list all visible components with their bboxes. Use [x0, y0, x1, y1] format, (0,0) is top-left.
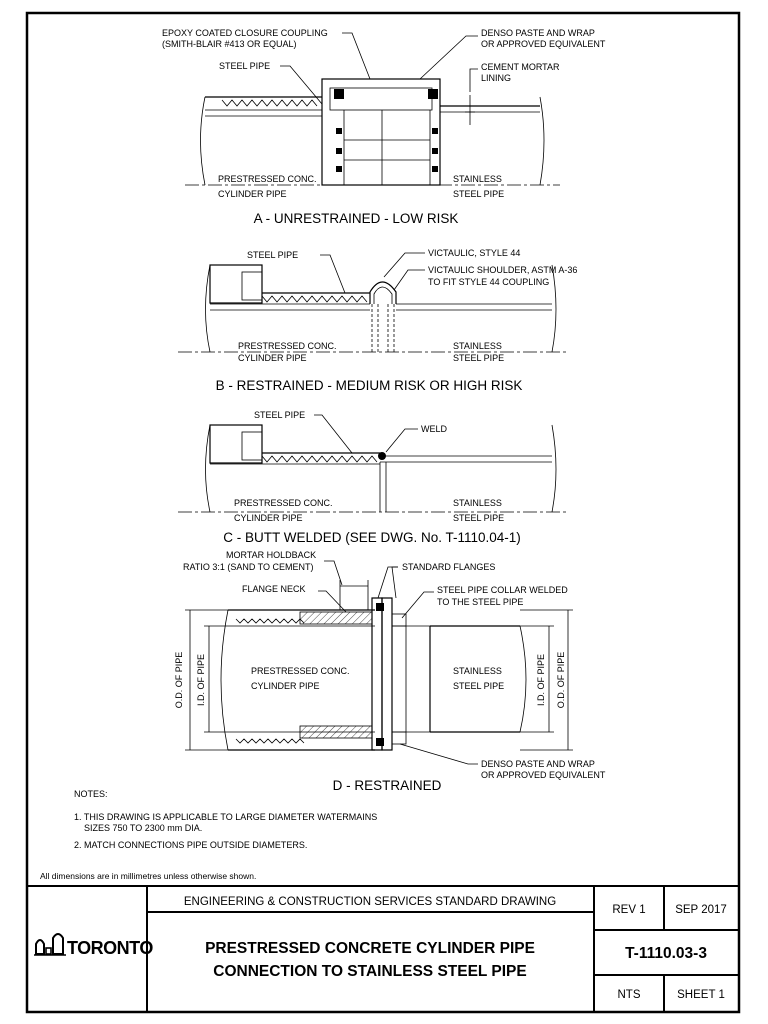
detail-a	[162, 28, 606, 226]
detail-d-steel-pipe-label: STEEL PIPE	[453, 681, 505, 691]
revision-number: REV 1	[612, 904, 646, 916]
detail-b-steel-pipe-label: STEEL PIPE	[247, 250, 299, 260]
detail-a-denso-equivalent: OR APPROVED EQUIVALENT	[481, 39, 606, 49]
detail-d-holdback-label: MORTAR HOLDBACK	[226, 550, 317, 560]
toronto-logo-text: TORONTO	[67, 938, 153, 958]
detail-d-denso-label: DENSO PASTE AND WRAP	[481, 759, 595, 769]
detail-a-cylinder-pipe-label: CYLINDER PIPE	[218, 189, 287, 199]
drawing-title-line-2: CONNECTION TO STAINLESS STEEL PIPE	[213, 963, 527, 980]
detail-a-pcc-label: PRESTRESSED CONC.	[218, 174, 317, 184]
scale-label: NTS	[617, 989, 641, 1001]
detail-d-cylinder-pipe-label: CYLINDER PIPE	[251, 681, 320, 691]
detail-b-pcc-label: PRESTRESSED CONC.	[238, 341, 337, 351]
detail-b	[178, 248, 577, 393]
detail-d-collar-label: STEEL PIPE COLLAR WELDED	[437, 585, 568, 595]
detail-d-collar-weld-label: TO THE STEEL PIPE	[437, 597, 524, 607]
detail-d-holdback-ratio-label: RATIO 3:1 (SAND TO CEMENT)	[183, 562, 314, 572]
detail-c-pcc-label: PRESTRESSED CONC.	[234, 498, 333, 508]
detail-c	[178, 410, 566, 545]
revision-date: SEP 2017	[675, 904, 727, 916]
detail-d-pcc-label: PRESTRESSED CONC.	[251, 666, 350, 676]
detail-d	[174, 550, 606, 793]
detail-a-lining-label: LINING	[481, 73, 512, 83]
detail-d-stainless-label: STAINLESS	[453, 666, 502, 676]
detail-d-denso-equivalent: OR APPROVED EQUIVALENT	[481, 770, 606, 780]
note-1: 1. THIS DRAWING IS APPLICABLE TO LARGE DIAMETER WATERMAINS	[74, 812, 378, 822]
sheet-number: SHEET 1	[677, 989, 725, 1001]
detail-d-id-left-label: I.D. OF PIPE	[196, 653, 206, 707]
drawing-number: T-1110.03-3	[625, 945, 707, 962]
detail-d-caption: D - RESTRAINED	[332, 778, 442, 793]
detail-c-caption: C - BUTT WELDED (SEE DWG. No. T-1110.04-1)	[223, 530, 521, 545]
detail-d-flange-neck-label: FLANGE NECK	[242, 584, 306, 594]
detail-a-coupling-spec: (SMITH-BLAIR #413 OR EQUAL)	[162, 39, 297, 49]
dimensions-note: All dimensions are in millimetres unless otherwise shown.	[40, 871, 257, 881]
detail-a-coupling-label: EPOXY COATED CLOSURE COUPLING	[162, 28, 328, 38]
detail-d-od-right-label: O.D. OF PIPE	[556, 651, 566, 709]
detail-a-steel-pipe-bottom-label: STEEL PIPE	[453, 189, 505, 199]
title-block	[27, 886, 739, 1012]
notes-heading: NOTES:	[74, 789, 108, 799]
title-block-header: ENGINEERING & CONSTRUCTION SERVICES STANDARD DRAWING	[183, 896, 557, 908]
detail-c-cylinder-pipe-label: CYLINDER PIPE	[234, 513, 303, 523]
detail-c-steel-pipe-label: STEEL PIPE	[254, 410, 306, 420]
sheet-border	[27, 13, 739, 1012]
detail-b-cylinder-pipe-label: CYLINDER PIPE	[238, 353, 307, 363]
detail-a-caption: A - UNRESTRAINED - LOW RISK	[253, 211, 459, 226]
detail-d-flanges-label: STANDARD FLANGES	[402, 562, 496, 572]
detail-d-id-right-label: I.D. OF PIPE	[536, 653, 546, 707]
detail-d-od-left-label: O.D. OF PIPE	[174, 651, 184, 709]
detail-b-shoulder-fit-label: TO FIT STYLE 44 COUPLING	[428, 277, 550, 287]
detail-b-victaulic-label: VICTAULIC, STYLE 44	[428, 248, 521, 258]
detail-b-stainless-label: STAINLESS	[453, 341, 502, 351]
detail-c-steel-pipe-bottom-label: STEEL PIPE	[453, 513, 505, 523]
note-2: 2. MATCH CONNECTIONS PIPE OUTSIDE DIAMETERS.	[74, 840, 308, 850]
detail-b-caption: B - RESTRAINED - MEDIUM RISK OR HIGH RISK	[215, 378, 523, 393]
drawing-title-line-1: PRESTRESSED CONCRETE CYLINDER PIPE	[205, 940, 535, 957]
toronto-city-hall-logo-icon	[34, 934, 66, 955]
detail-b-steel-pipe-bottom-label: STEEL PIPE	[453, 353, 505, 363]
detail-a-stainless-label: STAINLESS	[453, 174, 502, 184]
detail-a-steel-pipe-label: STEEL PIPE	[219, 61, 271, 71]
detail-a-mortar-label: CEMENT MORTAR	[481, 62, 560, 72]
detail-b-shoulder-label: VICTAULIC SHOULDER, ASTM A-36	[428, 265, 578, 275]
detail-c-weld-label: WELD	[421, 424, 448, 434]
detail-c-stainless-label: STAINLESS	[453, 498, 502, 508]
note-1-continued: SIZES 750 TO 2300 mm DIA.	[84, 823, 203, 833]
detail-a-denso-label: DENSO PASTE AND WRAP	[481, 28, 595, 38]
notes	[40, 789, 377, 881]
